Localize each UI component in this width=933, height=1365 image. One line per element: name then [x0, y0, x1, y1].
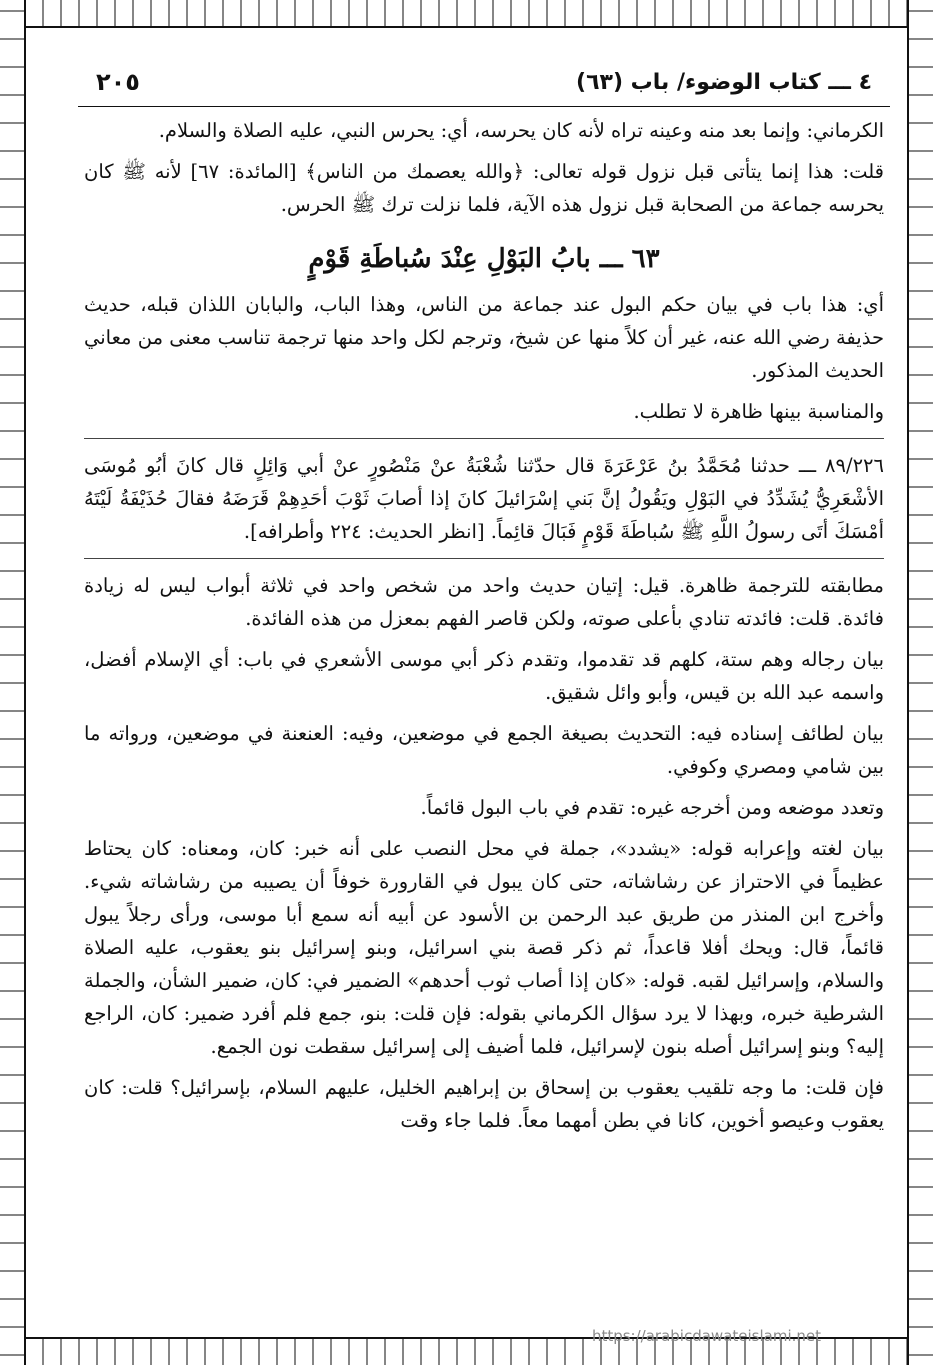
watermark: https://arabicdawateislami.net	[591, 1327, 821, 1345]
running-title: ٤ ـــ كتاب الوضوء/ باب (٦٣)	[576, 69, 872, 95]
paragraph-munasaba: والمناسبة بينها ظاهرة لا تطلب.	[633, 400, 884, 423]
page-number: ٢٠٥	[96, 68, 140, 96]
header-rule	[78, 106, 890, 107]
section-divider	[84, 438, 884, 439]
paragraph-mawdi: وتعدد موضعه ومن أخرجه غيره: تقدم في باب البول قائماً.	[420, 796, 884, 819]
section-divider	[84, 558, 884, 559]
paragraph-israil: فإن قلت: ما وجه تلقيب يعقوب بن إسحاق بن إبراهيم الخليل، عليهم السلام، بإسرائيل؟ قلت: كان يعقوب وعيصو أخوين، كانا في بطن أمهما معاً. فلما جاء وقت	[84, 1076, 884, 1132]
paragraph-mutabaqa: مطابقته للترجمة ظاهرة. قيل: إتيان حديث واحد من شخص واحد في ثلاثة أبواب ليس له زيادة فائدة. قلت: فائدته تنادي بأعلى صوته، ولكن قاصر الفهم بمعزل من هذه الفائدة.	[84, 574, 884, 630]
paragraph-chapter-explanation: أي: هذا باب في بيان حكم البول عند جماعة من الناس، وهذا الباب، والبابان اللذان قبله، حديث حذيفة رضي الله عنه، غير أن كلاً منها عن شيخ، وترجم لكل واحد منها ترجمة تناسب معنى من معاني الحديث المذكور.	[84, 293, 884, 382]
paragraph-kirmani: الكرماني: وإنما بعد منه وعينه تراه لأنه كان يحرسه، أي: يحرس النبي، عليه الصلاة والسلام.	[158, 119, 884, 142]
paragraph-lugha: بيان لغته وإعرابه قوله: «يشدد»، جملة في محل النصب على أنه خبر: كان، ومعناه: كان يحتاط عظيماً في الاحتراز عن رشاشاته، حتى كان يبول في القارورة خوفاً أن يصيبه من رشاشاته شيء. وأخرج ابن المنذر من طريق عبد الرحمن بن الأسود عن أبيه أنه سمع أبا موسى، ورأى رجلاً يبول قائماً، قال: ويحك أفلا قاعداً، ثم ذكر قصة بني اسرائيل، وبنو إسرائيل بنو يعقوب، عليه الصلاة والسلام، وإسرائيل لقبه. قوله: «كان إذا أصاب ثوب أحدهم» الضمير في: كان، ضمير الشأن، والجملة الشرطية خبره، وبهذا لا يرد سؤال الكرماني بقوله: فإن قلت: بنو، جمع فلم أفرد ضمير: كان، الراجع إليه؟ وبنو إسرائيل أصله بنون لإسرائيل، فلما أضيف إلى إسرائيل سقطت نون الجمع.	[84, 837, 884, 1058]
paragraph-qultu: قلت: هذا إنما يتأتى قبل نزول قوله تعالى: ﴿والله يعصمك من الناس﴾ [المائدة: ٦٧] لأنه ﷺ كان يحرسه جماعة من الصحابة قبل نزول هذه الآية، فلما نزلت ترك ﷺ الحرس.	[84, 160, 884, 216]
chapter-title: ٦٣ ـــ بابُ البَوْلِ عِنْدَ سُباطَةِ قَوْمٍ	[308, 244, 660, 274]
page-header	[78, 62, 890, 102]
page-body	[78, 114, 890, 1145]
paragraph-rijal: بيان رجاله وهم ستة، كلهم قد تقدموا، وتقدم ذكر أبي موسى الأشعري في باب: أي الإسلام أفضل، واسمه عبد الله بن قيس، وأبو وائل شقيق.	[84, 648, 884, 704]
right-ornament-border	[907, 0, 933, 1365]
hadith-text: ٨٩/٢٢٦ ـــ حدثنا مُحَمَّدُ بنُ عَرْعَرَةَ قال حدّثنا شُعْبَةُ عنْ مَنْصُورٍ عنْ أبي وَائِلٍ قال كانَ أبُو مُوسَى الأشْعَرِيُّ يُشَدِّدُ في البَوْلِ ويَقُولُ إنَّ بَني إسْرَائيلَ كانَ إذا أصابَ ثَوْبَ أحَدِهِمْ قَرَضَهُ فقالَ حُذَيْفَةُ لَيْتَهُ أمْسَكَ أتَى رسولُ اللَّهِ ﷺ سُباطَةَ قَوْمٍ فَبَالَ قائِماً. [انظر الحديث: ٢٢٤ وأطرافه].	[84, 454, 884, 543]
left-ornament-border	[0, 0, 26, 1365]
paragraph-lataif: بيان لطائف إسناده فيه: التحديث بصيغة الجمع في موضعين، وفيه: العنعنة في موضعين، ورواته ما بين شامي ومصري وكوفي.	[84, 722, 884, 778]
page-frame	[78, 48, 890, 1340]
top-ornament-border	[0, 0, 933, 28]
